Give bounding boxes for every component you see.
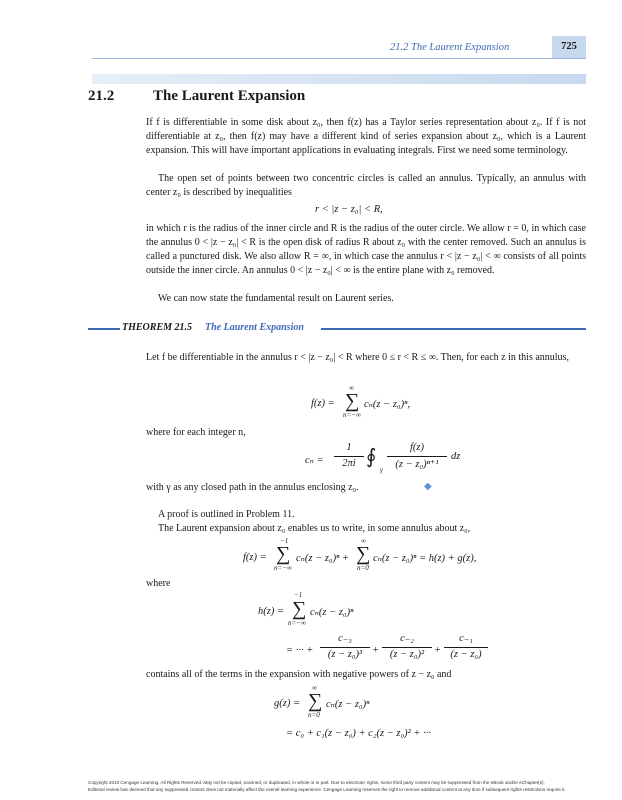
- contour-integral-icon: ∮: [366, 446, 377, 468]
- eq1-sum-upper: ∞: [349, 384, 354, 392]
- cn-dz: dz: [451, 451, 461, 462]
- theorem-name: The Laurent Expansion: [205, 322, 304, 333]
- theorem-label: THEOREM 21.5: [122, 322, 193, 333]
- contains-negative-powers: contains all of the terms in the expansion with negative powers of z − z₀ and: [146, 669, 452, 680]
- h-sum-lower: n=−∞: [288, 619, 306, 627]
- theorem-closing: with γ as any closed path in the annulus enclosing z₀.: [146, 482, 359, 493]
- eq1-lhs: f(z) =: [311, 398, 335, 409]
- cn-lhs: cₙ =: [305, 455, 324, 466]
- h-plus-1: +: [372, 645, 380, 656]
- h-lhs: h(z) =: [258, 606, 285, 617]
- laurent-about-text: The Laurent expansion about z₀ enables us to write, in some annulus about z₀,: [158, 523, 471, 534]
- paragraph-intro: If f is differentiable in some disk about z₀, then f(z) has a Taylor series representation about z₀. If f is not differentiable at z₀, then f(z) may have a different kind of series expansion about z₀, which is a Laurent expansion. This will have important applications in evaluating integrals. First we need some terminology.: [146, 117, 586, 156]
- theorem-rule-left: [88, 328, 120, 330]
- h-sum-upper: −1: [294, 591, 303, 599]
- paragraph-fundamental: We can now state the fundamental result on Laurent series.: [158, 293, 394, 304]
- h-frac1-num: c₋₃: [338, 633, 352, 644]
- eq2-term1: cₙ(z − z₀)ⁿ +: [296, 553, 350, 564]
- footer-copyright: Copyright 2010 Cengage Learning. All Rights Reserved. May not be copied, scanned, or duplicated, in whole or in part. Due to electronic rights, some third party content may be suppressed from the eBook and/or eChapter(s).: [88, 780, 545, 785]
- h-frac2-bar: [382, 647, 432, 648]
- summation-icon: ∑: [292, 598, 307, 620]
- g-line2: = c₀ + c₁(z − z₀) + c₂(z − z₀)² + ···: [286, 728, 431, 739]
- eq2-lhs: f(z) =: [243, 552, 267, 563]
- footer-editorial: Editorial review has deemed that any suppressed content does not materially affect the overall learning experience. Cengage Learning reserves the right to remove additional content at any time if subsequent rights restrictions require it.: [88, 787, 566, 792]
- h-frac2-num: c₋₂: [400, 633, 414, 644]
- cn-integrand-denominator: (z − z₀)ⁿ⁺¹: [395, 459, 439, 470]
- g-term: cₙ(z − z₀)ⁿ: [326, 699, 370, 710]
- eq2-term2: cₙ(z − z₀)ⁿ = h(z) + g(z),: [373, 553, 477, 564]
- theorem-statement: Let f be differentiable in the annulus r < |z − z₀| < R where 0 ≤ r < R ≤ ∞. Then, for each z in this annulus,: [146, 352, 569, 363]
- header-rule: [92, 58, 586, 59]
- h-frac3-bar: [444, 647, 488, 648]
- summation-icon: ∑: [356, 543, 371, 565]
- h-frac3-den: (z − z₀): [450, 649, 482, 660]
- page-number: 725: [552, 36, 586, 58]
- h-line2-start: = ··· +: [286, 645, 314, 656]
- g-sum-lower: n=0: [308, 711, 320, 719]
- equation-annulus: r < |z − z₀| < R,: [315, 204, 383, 215]
- integral-path-label: γ: [380, 466, 383, 474]
- header-gradient-bar: [92, 74, 586, 84]
- summation-icon: ∑: [345, 390, 360, 412]
- g-sum-upper: ∞: [312, 684, 317, 692]
- h-frac3-num: c₋₁: [459, 633, 473, 644]
- eq2-sum2-lower: n=0: [357, 564, 369, 572]
- summation-icon: ∑: [276, 543, 291, 565]
- h-frac1-bar: [320, 647, 370, 648]
- eq1-sum-lower: n=−∞: [343, 411, 361, 419]
- cn-integrand-bar: [387, 456, 447, 457]
- eq2-sum1-upper: −1: [280, 537, 289, 545]
- where-each-integer: where for each integer n,: [146, 427, 246, 438]
- cn-denominator: 2πi: [342, 458, 356, 469]
- eq2-sum2-upper: ∞: [361, 537, 366, 545]
- cn-integrand-numerator: f(z): [410, 442, 424, 453]
- paragraph-annulus-def: The open set of points between two concentric circles is called an annulus. Typically, an annulus with center z₀ is described by inequalities: [146, 173, 586, 198]
- section-number: 21.2: [88, 88, 115, 104]
- h-plus-2: +: [434, 645, 442, 656]
- paragraph-punctured-disk: in which r is the radius of the inner circle and R is the radius of the outer circle. We allow r = 0, in which case the annulus 0 < |z − z₀| < R is the open disk of radius R about z₀ with the center removed. Such an annulus is called a punctured disk. We also allow R = ∞, in which case the annulus r < |z − z₀| < ∞ consists of all points outside the inner circle. An annulus 0 < |z − z₀| < ∞ is the entire plane with z₀ removed.: [146, 223, 586, 276]
- summation-icon: ∑: [308, 690, 323, 712]
- h-frac1-den: (z − z₀)³: [327, 649, 363, 660]
- proof-reference: A proof is outlined in Problem 11.: [158, 509, 295, 520]
- eq2-sum1-lower: n=−∞: [274, 564, 292, 572]
- where-label: where: [146, 578, 171, 589]
- end-of-theorem-icon: ◆: [424, 481, 432, 492]
- h-frac2-den: (z − z₀)²: [389, 649, 425, 660]
- eq1-term: cₙ(z − z₀)ⁿ,: [364, 399, 410, 410]
- running-header-title: 21.2 The Laurent Expansion: [390, 42, 510, 53]
- h-term: cₙ(z − z₀)ⁿ: [310, 607, 354, 618]
- cn-fraction-bar: [334, 456, 364, 457]
- theorem-rule-right: [321, 328, 586, 330]
- section-title: The Laurent Expansion: [153, 88, 306, 104]
- cn-numerator: 1: [346, 442, 352, 453]
- g-lhs: g(z) =: [274, 698, 301, 709]
